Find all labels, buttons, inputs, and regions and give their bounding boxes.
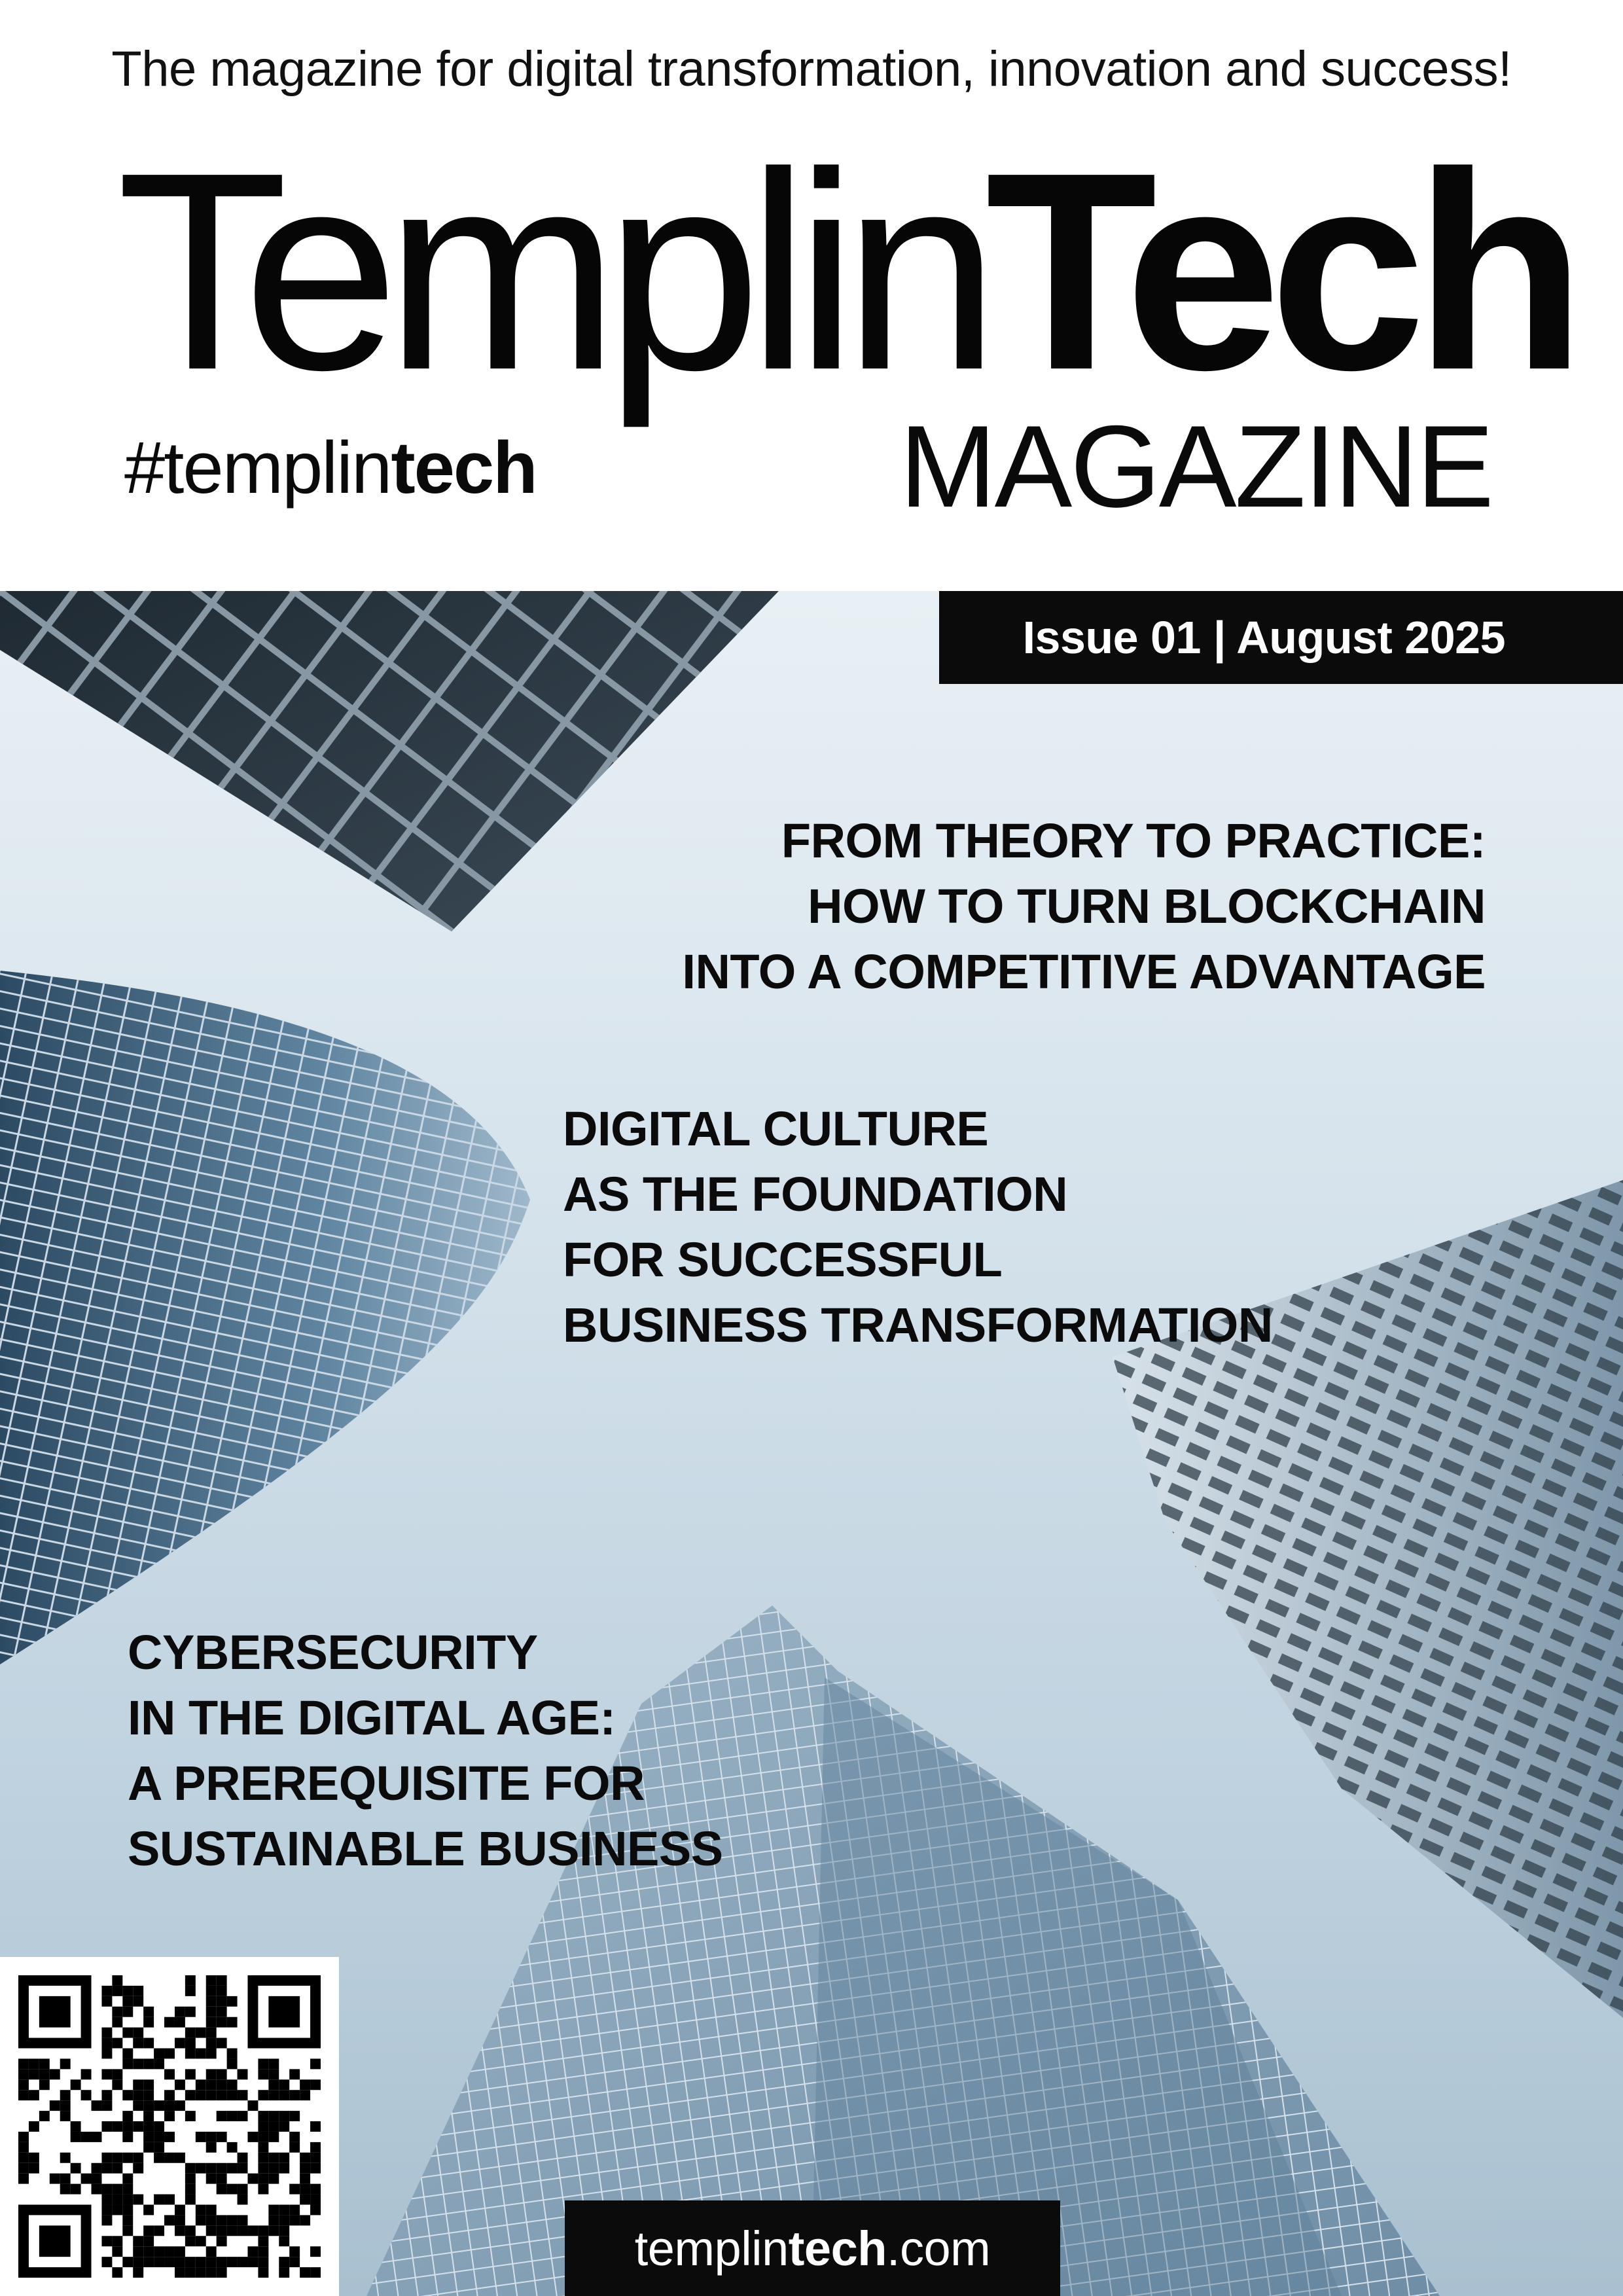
headline-line: CYBERSECURITY	[128, 1625, 538, 1679]
headline-line: DIGITAL CULTURE	[563, 1102, 989, 1156]
masthead-light: Templin	[116, 115, 986, 429]
url-suffix: .com	[886, 2221, 991, 2276]
headline-line: SUSTAINABLE BUSINESS	[128, 1821, 723, 1876]
url-bold: tech	[788, 2221, 887, 2276]
qr-code[interactable]	[0, 1957, 339, 2296]
headline-line: BUSINESS TRANSFORMATION	[563, 1298, 1273, 1352]
headline-line: IN THE DIGITAL AGE:	[128, 1691, 616, 1745]
headline-line: FOR SUCCESSFUL	[563, 1232, 1003, 1287]
url-prefix: templin	[634, 2221, 789, 2276]
hashtag-light: #templin	[124, 427, 391, 509]
masthead-logo	[116, 115, 1575, 429]
hashtag	[124, 425, 537, 510]
headline-line: HOW TO TURN BLOCKCHAIN	[808, 879, 1486, 933]
qr-code-icon	[18, 1975, 321, 2278]
headline-blockchain	[682, 808, 1486, 1005]
masthead-subtitle: MAGAZINE	[899, 401, 1492, 531]
headline-line: FROM THEORY TO PRACTICE:	[781, 814, 1486, 868]
issue-label: Issue 01 | August 2025	[939, 591, 1623, 684]
website-url[interactable]	[565, 2200, 1060, 2296]
headline-line: INTO A COMPETITIVE ADVANTAGE	[682, 944, 1486, 999]
tagline: The magazine for digital transformation, innovation and success!	[111, 41, 1512, 97]
masthead-bold: Tech	[985, 115, 1575, 429]
hashtag-bold: tech	[391, 427, 537, 509]
headline-line: AS THE FOUNDATION	[563, 1167, 1068, 1221]
headline-cybersecurity	[128, 1620, 723, 1882]
headline-line: A PREREQUISITE FOR	[128, 1756, 645, 1810]
headline-digital-culture	[563, 1096, 1273, 1358]
